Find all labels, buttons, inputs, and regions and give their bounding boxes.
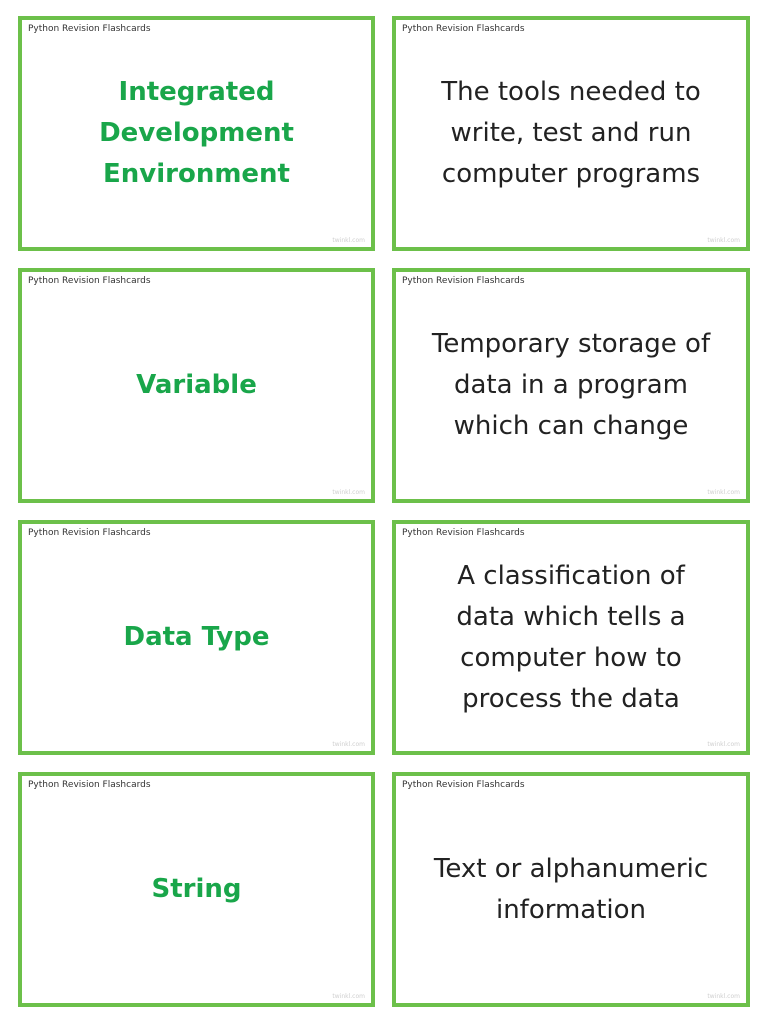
card-footer: twinkl.com — [707, 237, 740, 244]
term-card — [18, 16, 375, 251]
card-header: Python Revision Flashcards — [28, 780, 151, 790]
card-header: Python Revision Flashcards — [402, 528, 525, 538]
definition-text: Text or alphanumeric information — [433, 853, 709, 925]
card-footer: twinkl.com — [332, 993, 365, 1000]
definition-text: The tools needed to write, test and run computer programs — [441, 77, 701, 189]
term-text: String — [151, 874, 242, 904]
definition-card — [392, 16, 750, 251]
card-footer: twinkl.com — [332, 741, 365, 748]
card-header: Python Revision Flashcards — [402, 276, 525, 286]
definition-card — [392, 520, 750, 755]
term-text: Data Type — [123, 622, 270, 652]
card-header: Python Revision Flashcards — [28, 276, 151, 286]
card-footer: twinkl.com — [707, 993, 740, 1000]
definition-text: Temporary storage of data in a program which can change — [431, 329, 711, 441]
card-footer: twinkl.com — [707, 741, 740, 748]
term-text: Integrated Development Environment — [99, 77, 294, 189]
card-header: Python Revision Flashcards — [28, 24, 151, 34]
term-card — [18, 772, 375, 1007]
term-card — [18, 520, 375, 755]
card-footer: twinkl.com — [332, 489, 365, 496]
definition-card — [392, 268, 750, 503]
term-text: Variable — [136, 370, 257, 400]
term-card — [18, 268, 375, 503]
card-header: Python Revision Flashcards — [402, 24, 525, 34]
card-header: Python Revision Flashcards — [28, 528, 151, 538]
card-header: Python Revision Flashcards — [402, 780, 525, 790]
card-footer: twinkl.com — [707, 489, 740, 496]
definition-text: A classification of data which tells a computer how to process the data — [456, 560, 686, 714]
definition-card — [392, 772, 750, 1007]
card-footer: twinkl.com — [332, 237, 365, 244]
